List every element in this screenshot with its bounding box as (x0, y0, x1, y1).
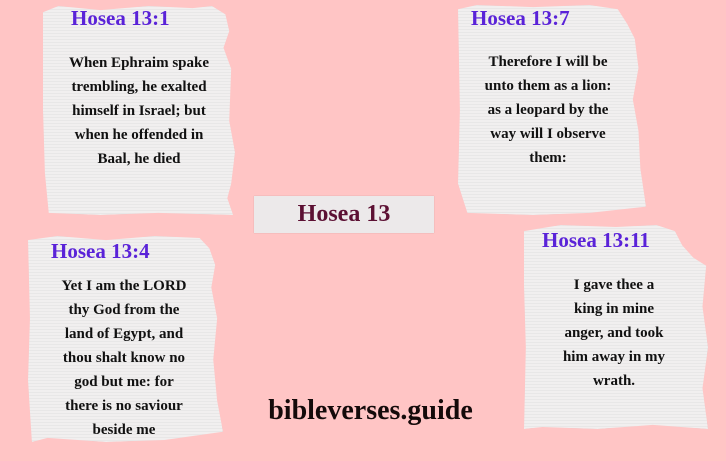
verse-text: Yet I am the LORD thy God from the land of Egypt, and thou shalt know no god but me: for there is no saviour beside me (61, 278, 187, 438)
site-name: bibleverses.guide (268, 395, 473, 426)
chapter-title: Hosea 13 (297, 201, 391, 227)
verse-reference: Hosea 13:11 (542, 228, 650, 252)
verse-reference: Hosea 13:7 (471, 6, 570, 30)
chapter-title-box (254, 196, 434, 233)
verse-text: I gave thee a king in mine anger, and took him away in my wrath. (562, 277, 666, 389)
verse-reference: Hosea 13:4 (51, 239, 150, 263)
verse-text: Therefore I will be unto them as a lion: as a leopard by the way will I observe them: (484, 54, 612, 166)
verse-reference: Hosea 13:1 (71, 6, 170, 30)
verse-text: When Ephraim spake trembling, he exalted himself in Israel; but when he offended in Baal, he died (68, 55, 210, 167)
